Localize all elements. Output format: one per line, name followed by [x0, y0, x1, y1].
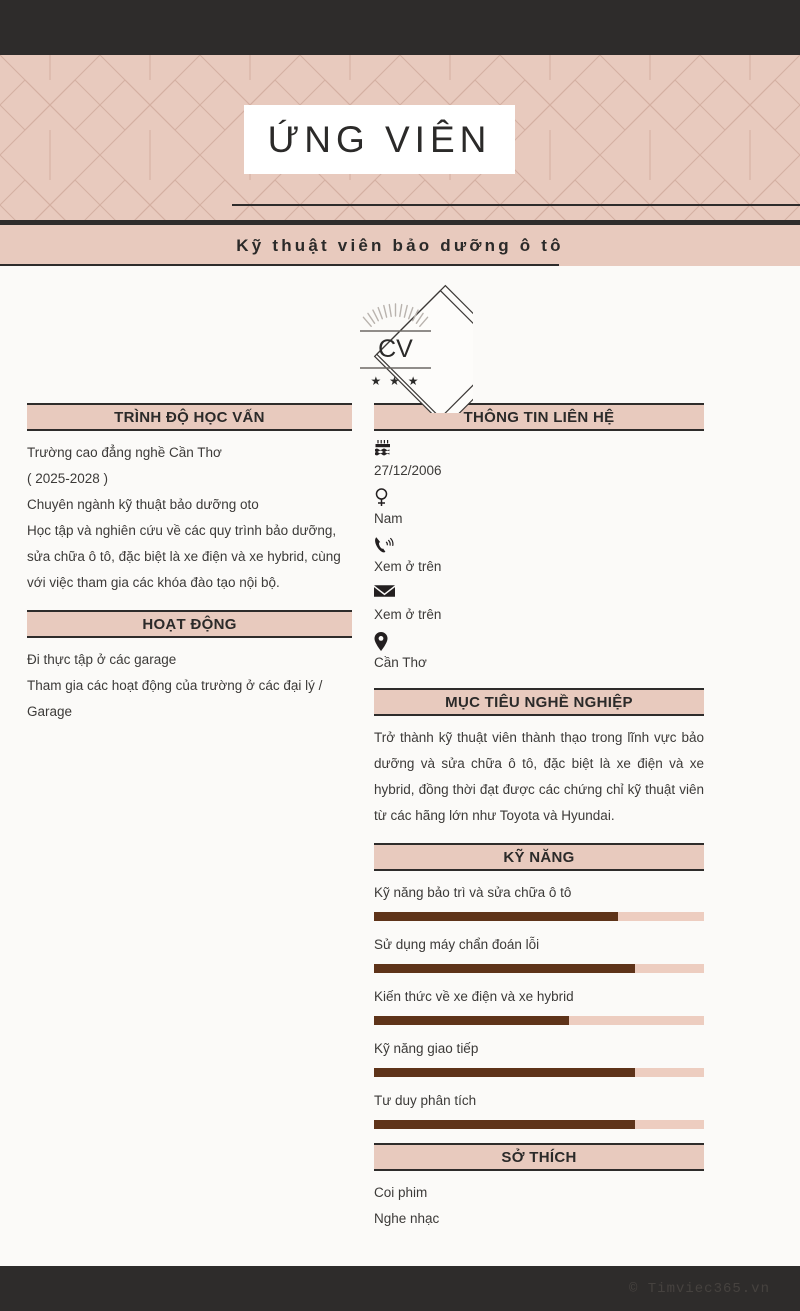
objective-heading-band — [374, 688, 704, 716]
cv-badge-icon — [318, 258, 473, 413]
education-description: Học tập và nghiên cứu về các quy trình bảo dưỡng, sửa chữa ô tô, đặc biệt là xe điện và xe hybrid, cùng với việc tham gia các khóa đào tạo nội bộ. — [27, 523, 341, 590]
skill-label: Tư duy phân tích — [374, 1093, 477, 1108]
objective-text: Trở thành kỹ thuật viên thành thạo trong lĩnh vực bảo dưỡng và sửa chữa ô tô, đặc biệt là xe điện và xe hybrid, đồng thời đạt được các chứng chỉ kỹ thuật viên từ các hãng lớn như Toyota và Hyundai. — [374, 730, 704, 823]
section-activities — [27, 610, 352, 725]
contact-value-location: Cần Thơ — [374, 655, 427, 670]
skill-label: Sử dụng máy chẩn đoán lỗi — [374, 937, 540, 952]
skill-item — [374, 932, 704, 973]
job-title: Kỹ thuật viên bảo dưỡng ô tô — [236, 235, 564, 255]
location-pin-icon — [374, 632, 704, 651]
hobbies-heading: SỞ THÍCH — [501, 1148, 577, 1166]
objective-heading: MỤC TIÊU NGHỀ NGHIỆP — [445, 693, 633, 711]
section-hobbies — [374, 1143, 704, 1232]
contact-value-gender: Nam — [374, 511, 403, 526]
contact-row-email — [374, 584, 704, 626]
activities-body — [27, 638, 352, 725]
education-years: ( 2025-2028 ) — [27, 471, 109, 486]
skill-label: Kiến thức về xe điện và xe hybrid — [374, 989, 574, 1004]
skills-heading-band — [374, 843, 704, 871]
section-skills — [374, 843, 704, 1129]
footer-bar — [0, 1266, 800, 1311]
birthday-cake-icon — [374, 440, 704, 459]
section-contact — [374, 403, 704, 674]
skill-item — [374, 880, 704, 921]
left-column — [27, 403, 352, 739]
copyright-text: © Timviec365.vn — [628, 1280, 770, 1297]
skill-item — [374, 984, 704, 1025]
candidate-title-plate — [244, 105, 515, 174]
skill-progress-fill — [374, 912, 618, 921]
objective-body — [374, 716, 704, 829]
list-item: Nghe nhạc — [374, 1211, 440, 1226]
education-body — [27, 431, 352, 596]
phone-icon — [374, 536, 704, 555]
skills-body — [374, 871, 704, 1129]
activities-heading: HOẠT ĐỘNG — [142, 615, 237, 633]
skills-heading: KỸ NĂNG — [503, 848, 575, 866]
activities-heading-band — [27, 610, 352, 638]
list-item: Coi phim — [374, 1185, 428, 1200]
list-item: Đi thực tập ở các garage — [27, 652, 177, 667]
skill-label: Kỹ năng giao tiếp — [374, 1041, 479, 1056]
skill-progress-fill — [374, 1016, 569, 1025]
hobbies-heading-band — [374, 1143, 704, 1171]
list-item: Tham gia các hoạt động của trường ở các đại lý / Garage — [27, 678, 323, 719]
skill-label: Kỹ năng bảo trì và sửa chữa ô tô — [374, 885, 572, 900]
hobbies-body — [374, 1171, 704, 1232]
contact-row-phone — [374, 536, 704, 578]
education-heading-band — [27, 403, 352, 431]
skill-progress-track — [374, 1068, 704, 1077]
section-education — [27, 403, 352, 596]
contact-body — [374, 431, 704, 674]
header-rule — [232, 204, 800, 206]
top-dark-bar — [0, 0, 800, 55]
skill-progress-track — [374, 912, 704, 921]
contact-heading: THÔNG TIN LIÊN HỆ — [463, 408, 615, 426]
skill-item — [374, 1036, 704, 1077]
contact-row-location — [374, 632, 704, 674]
skill-progress-fill — [374, 1120, 635, 1129]
education-major: Chuyên ngành kỹ thuật bảo dưỡng oto — [27, 497, 259, 512]
cv-badge-label: CV — [378, 335, 413, 363]
education-school: Trường cao đẳng nghề Cần Thơ — [27, 445, 222, 460]
contact-value-email: Xem ở trên — [374, 607, 442, 622]
right-column — [374, 403, 704, 1246]
cv-badge-stars: ★ ★ ★ — [370, 374, 421, 388]
envelope-icon — [374, 584, 704, 603]
contact-row-birthday — [374, 440, 704, 482]
skill-progress-track — [374, 1016, 704, 1025]
skill-progress-fill — [374, 964, 635, 973]
gender-icon — [374, 488, 704, 507]
page-title: ỨNG VIÊN — [267, 119, 492, 160]
contact-row-gender — [374, 488, 704, 530]
contact-value-birthday: 27/12/2006 — [374, 463, 442, 478]
job-title-underline — [0, 264, 559, 266]
section-objective — [374, 688, 704, 829]
contact-value-phone: Xem ở trên — [374, 559, 442, 574]
skill-progress-track — [374, 964, 704, 973]
skill-progress-fill — [374, 1068, 635, 1077]
skill-item — [374, 1088, 704, 1129]
education-heading: TRÌNH ĐỘ HỌC VẤN — [114, 408, 265, 426]
skill-progress-track — [374, 1120, 704, 1129]
